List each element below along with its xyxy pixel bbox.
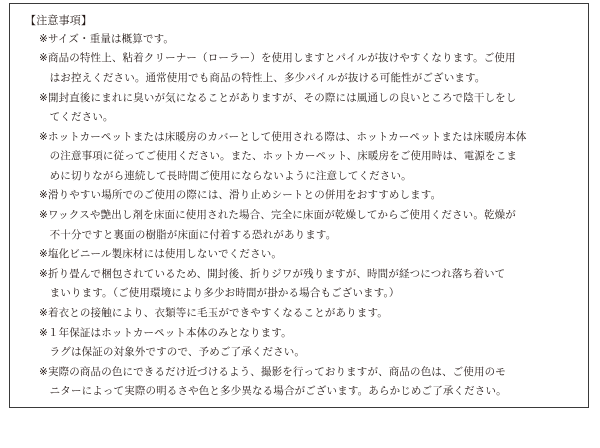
notice-line: まいります。（ご使用環境により多少お時間が掛かる場合もございます。）	[39, 287, 400, 299]
notice-line: ラグは保証の対象外ですので、予めご了承ください。	[39, 346, 306, 358]
notice-line: めに切りながら連続して長時間ご使用にならないように注意してください。	[39, 170, 412, 182]
notice-line: ニターによって実際の明るさや色と多少異なる場合がございます。あらかじめご了承ください。	[39, 385, 507, 397]
notice-line: ※折り畳んで梱包されているため、開封後、折りジワが残りますが、時間が経つにつれ落ち着いて	[39, 268, 506, 280]
notice-line: ※ホットカーペットまたは床暖房のカバーとして使用される際は、ホットカーペットまたは床暖房本体	[39, 131, 527, 143]
notice-line: てください。	[39, 111, 114, 123]
notice-line: ※滑りやすい場所でのご使用の際には、滑り止めシートとの併用をおすすめします。	[39, 189, 442, 201]
notice-line: ※実際の商品の色にできるだけ近づけるよう、撮影を行っておりますが、商品の色は、ご使用のモ	[39, 366, 506, 378]
notice-line: ※商品の特性上、粘着クリーナー（ローラー）を使用しますとパイルが抜けやすくなります。ご使用	[39, 52, 516, 64]
notice-line: の注意事項に従ってご使用ください。また、ホットカーペット、床暖房をご使用時は、電源をこま	[39, 150, 517, 162]
notice-line: ※開封直後にまれに臭いが気になることがありますが、その際には風通しの良いところで陰干しをし	[39, 92, 517, 104]
notice-box	[9, 3, 589, 408]
notice-line: はお控えください。通常使用でも商品の特性上、多少パイルが抜ける可能性がございます。	[39, 72, 486, 84]
notice-line: ※ワックスや艶出し剤を床面に使用された場合、完全に床面が乾燥してからご使用ください。乾燥が	[39, 209, 516, 221]
notice-line: ※着衣との接触により、衣類等に毛玉ができやすくなることがあります。	[39, 307, 388, 319]
notice-line: ※塩化ビニール製床材には使用しないでください。	[39, 248, 283, 260]
notice-title: 【注意事項】	[25, 14, 93, 27]
notice-line: ※１年保証はホットカーペット本体のみとなります。	[39, 327, 292, 339]
notice-line: 不十分ですと裏面の樹脂が床面に付着する恐れがあります。	[39, 229, 337, 241]
notice-line: ※サイズ・重量は概算です。	[39, 33, 175, 45]
